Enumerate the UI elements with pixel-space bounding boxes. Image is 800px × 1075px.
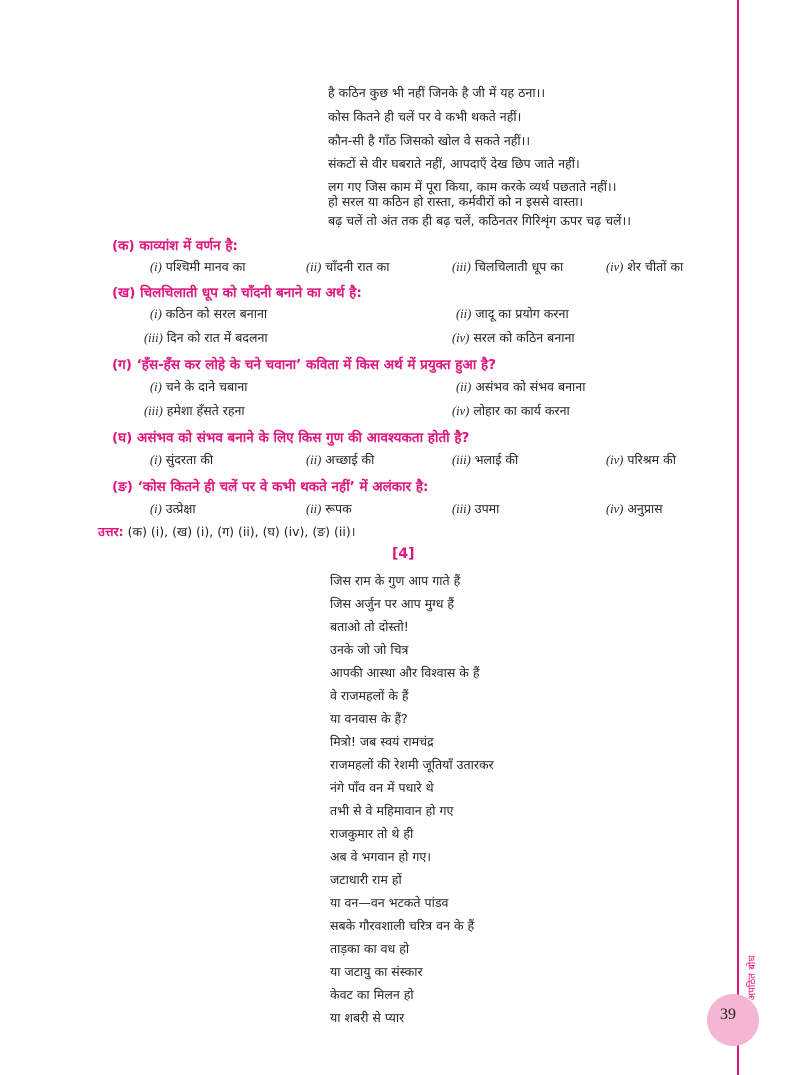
option: (iv) लोहार का कार्य करना: [452, 403, 570, 418]
poem2-line: उनके जो जो चित्र: [330, 642, 409, 657]
option: (iii) भलाई की: [452, 452, 519, 467]
poem1-line: कौन-सी है गाँठ जिसको खोल वे सकते नहीं।।: [328, 133, 531, 148]
poem2-line: राजमहलों की रेशमी जूतियाँ उतारकर: [330, 757, 494, 772]
poem2-line: केवट का मिलन हो: [330, 987, 414, 1002]
question-kha: [112, 283, 362, 301]
section-marker: [4]: [392, 546, 415, 562]
margin-rule: [737, 0, 739, 1075]
poem2-line: नंगे पाँव वन में पधारे थे: [330, 780, 434, 795]
poem2-line: वे राजमहलों के हैं: [330, 688, 409, 703]
question-text: असंभव को संभव बनाने के लिए किस गुण की आवश्यकता होती है?: [137, 430, 470, 446]
option: (ii) असंभव को संभव बनाना: [456, 379, 586, 394]
question-text: ‘हँस-हँस कर लोहे के चने चवाना’ कविता में किस अर्थ में प्रयुक्त हुआ है?: [136, 357, 496, 373]
poem2-line: अब वे भगवान हो गए।: [330, 849, 432, 864]
answer-line: [98, 523, 355, 540]
poem2-line: जिस अर्जुन पर आप मुग्ध हैं: [330, 596, 454, 611]
page-number: 39: [720, 1006, 736, 1023]
question-text: ‘कोस कितने ही चलें पर वे कभी थकते नहीं’ में अलंकार है:: [137, 479, 429, 495]
answer-text: (क) (i), (ख) (i), (ग) (ii), (घ) (iv), (ङ) (ii)।: [127, 524, 356, 539]
question-ka: [112, 236, 238, 254]
poem2-line: सबके गौरवशाली चरित्र वन के हैं: [330, 918, 475, 933]
poem2-line: बताओ तो दोस्तो!: [330, 619, 409, 634]
option: (iii) चिलचिलाती धूप का: [452, 259, 564, 274]
option: (i) उत्प्रेक्षा: [150, 501, 196, 516]
poem2-line: आपकी आस्था और विश्वास के हैं: [330, 665, 480, 680]
poem2-line: तभी से वे महिमावान हो गए: [330, 803, 454, 818]
poem2-line: जटाधारी राम हों: [330, 872, 402, 887]
question-gha: [112, 428, 469, 446]
question-label: (ग): [112, 357, 132, 373]
poem2-line: मित्रो! जब स्वयं रामचंद्र: [330, 734, 434, 749]
poem1-line: लग गए जिस काम में पूरा किया, काम करके व्यर्थ पछताते नहीं।।: [328, 179, 617, 194]
poem1-line: है कठिन कुछ भी नहीं जिनके है जी में यह ठना।।: [328, 85, 546, 100]
poem2-line: या वन—वन भटकते पांडव: [330, 895, 449, 910]
option: (iii) हमेशा हँसते रहना: [144, 403, 245, 418]
option: (iv) परिश्रम की: [606, 452, 676, 467]
option: (i) चने के दाने चबाना: [150, 379, 248, 394]
poem1-line: संकटों से वीर घबराते नहीं, आपदाएँ देख छिप जाते नहीं।: [328, 156, 580, 171]
question-label: (ख): [112, 285, 136, 301]
poem2-line: या जटायु का संस्कार: [330, 964, 423, 979]
question-label: (ङ): [112, 479, 133, 495]
poem1-line: कोस कितने ही चलें पर वे कभी थकते नहीं।: [328, 109, 522, 124]
option: (ii) चाँदनी रात का: [306, 259, 390, 274]
question-nga: [112, 477, 428, 495]
option: (iv) सरल को कठिन बनाना: [452, 330, 575, 345]
poem2-line: या वनवास के हैं?: [330, 711, 408, 726]
side-label-text: अपठित बोध: [747, 955, 758, 1001]
option: (i) सुंदरता की: [150, 452, 214, 467]
option: (iii) दिन को रात में बदलना: [144, 330, 268, 345]
poem2-line: ताड़का का वध हो: [330, 941, 410, 956]
option: (iv) शेर चीतों का: [606, 259, 684, 274]
option: (ii) जादू का प्रयोग करना: [456, 306, 569, 321]
poem1-line: हो सरल या कठिन हो रास्ता, कर्मवीरों को न इससे वास्ता।: [328, 194, 584, 209]
question-label: (क): [112, 238, 135, 254]
poem2-line: या शबरी से प्यार: [330, 1010, 405, 1025]
option: (ii) रूपक: [306, 501, 352, 516]
option: (ii) अच्छाई की: [306, 452, 375, 467]
poem1-line: बढ़ चलें तो अंत तक ही बढ़ चलें, कठिनतर गिरिशृंग ऊपर चढ़ चलें।।: [328, 213, 631, 228]
option: (iv) अनुप्रास: [606, 501, 663, 516]
answer-label: उत्तर:: [98, 524, 124, 539]
poem2-line: जिस राम के गुण आप गाते हैं: [330, 573, 461, 588]
option: (i) कठिन को सरल बनाना: [150, 306, 268, 321]
question-text: काव्यांश में वर्णन है:: [139, 238, 238, 254]
poem2-line: राजकुमार तो थे ही: [330, 826, 414, 841]
question-label: (घ): [112, 430, 133, 446]
option: (iii) उपमा: [452, 501, 500, 516]
option: (i) पश्चिमी मानव का: [150, 259, 246, 274]
question-ga: [112, 355, 496, 373]
question-text: चिलचिलाती धूप को चाँदनी बनाने का अर्थ है:: [140, 285, 362, 301]
